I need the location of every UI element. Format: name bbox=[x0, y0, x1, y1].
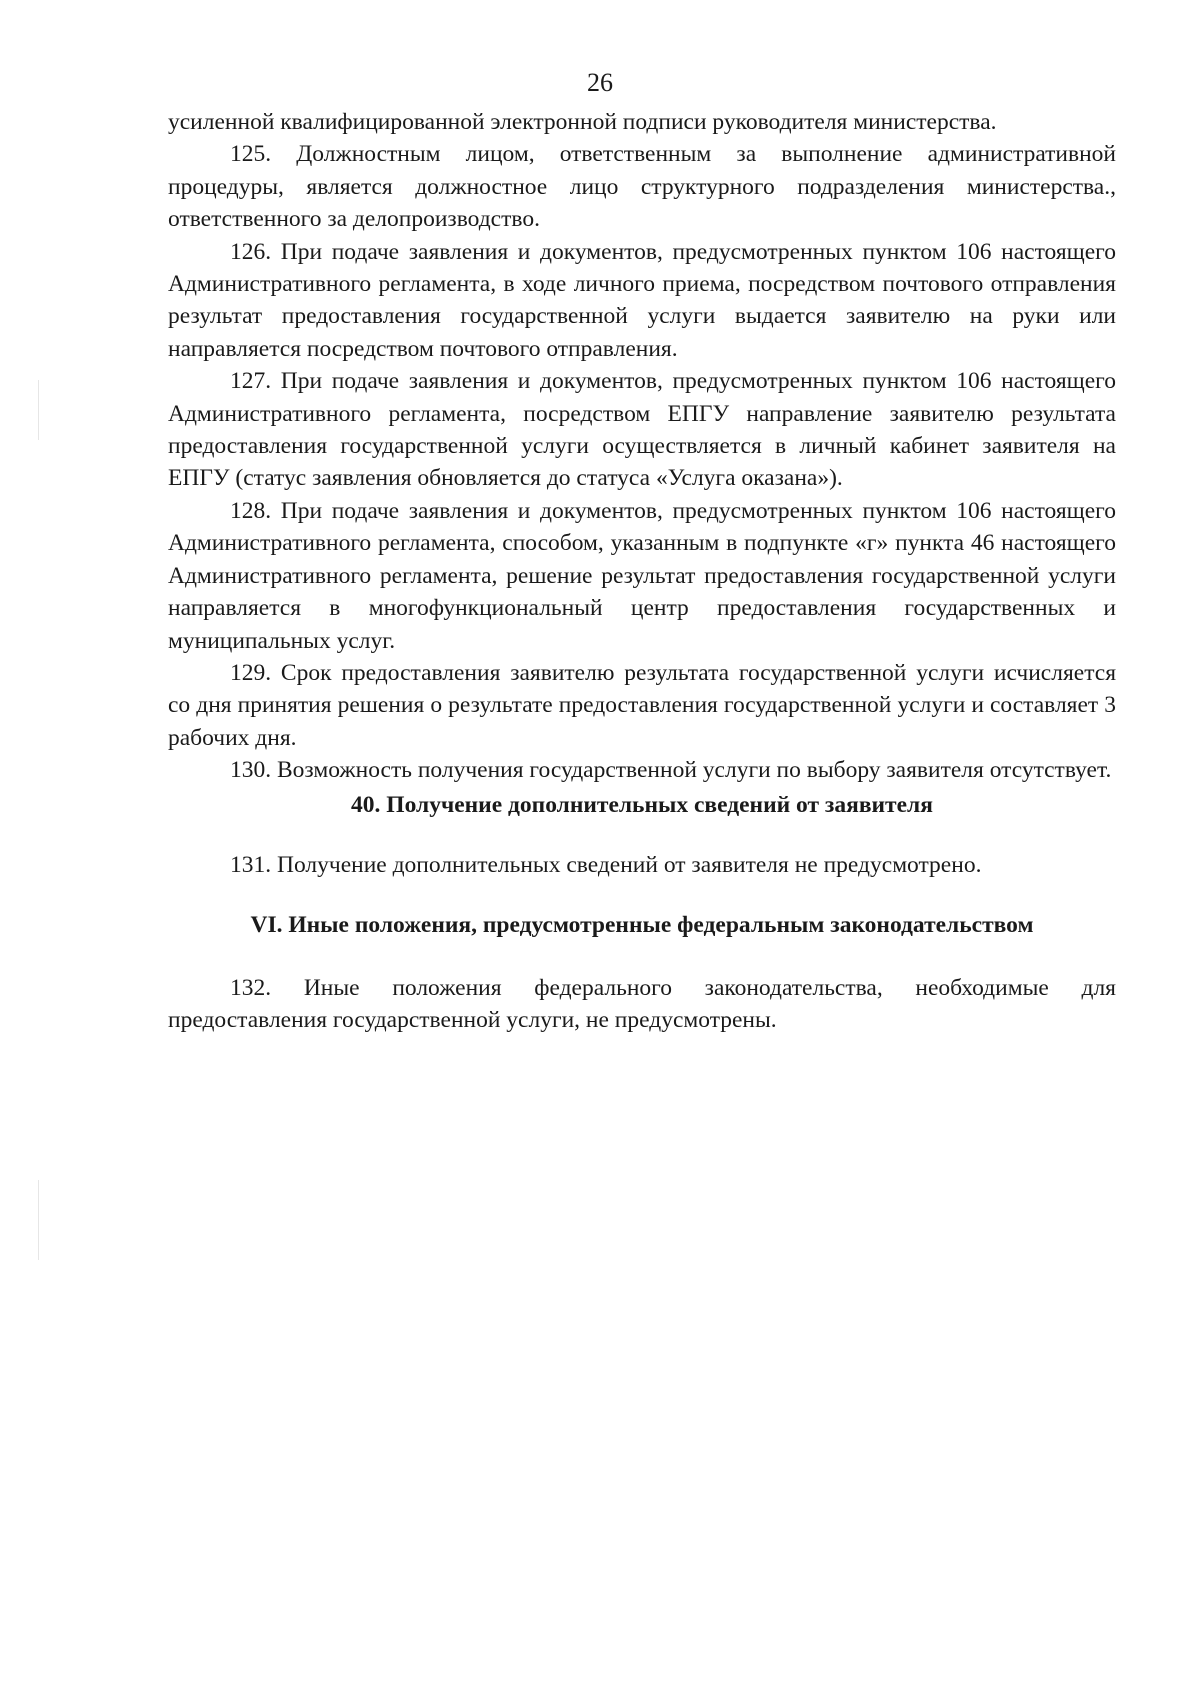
paragraph-132: 132. Иные положения федерального законодательства, необходимые для предоставления государственной услуги, не предусмотрены. bbox=[168, 974, 1116, 1034]
page-number: 26 bbox=[587, 68, 613, 97]
paragraph-131: 131. Получение дополнительных сведений от заявителя не предусмотрено. bbox=[230, 851, 982, 878]
paragraph-129: 129. Срок предоставления заявителю результата государственной услуги исчисляется со дня принятия решения о результате предоставления государственной услуги и составляет 3 рабочих дня. bbox=[168, 659, 1116, 751]
scan-edge-mark bbox=[38, 1180, 39, 1260]
paragraph-130: 130. Возможность получения государственной услуги по выбору заявителя отсутствует. bbox=[230, 757, 1112, 784]
paragraph-128: 128. При подаче заявления и документов, предусмотренных пунктом 106 настоящего Административного регламента, способом, указанным в подпункте «г» пункта 46 настоящего Административного регламента, решение результат предоставления государственной услуги направляется в многофункциональный центр предоставления государственных и муниципальных услуг. bbox=[168, 497, 1116, 654]
paragraph-125: 125. Должностным лицом, ответственным за выполнение административной процедуры, является должностное лицо структурного подразделения министерства., ответственного за делопроизводство. bbox=[168, 141, 1116, 233]
section-heading-40: 40. Получение дополнительных сведений от заявителя bbox=[351, 791, 933, 818]
paragraph-126: 126. При подаче заявления и документов, предусмотренных пунктом 106 настоящего Административного регламента, в ходе личного приема, посредством почтового отправления результат предоставления государственной услуги выдается заявителю на руки или направляется посредством почтового отправления. bbox=[168, 238, 1116, 362]
document-body bbox=[168, 106, 1116, 1037]
paragraph-continuation: усиленной квалифицированной электронной подписи руководителя министерства. bbox=[168, 109, 997, 135]
section-heading-vi: VI. Иные положения, предусмотренные федеральным законодательством bbox=[250, 912, 1034, 939]
scan-edge-mark bbox=[38, 380, 39, 440]
paragraph-127: 127. При подаче заявления и документов, предусмотренных пунктом 106 настоящего Административного регламента, посредством ЕПГУ направление заявителю результата предоставления государственной услуги осуществляется в личный кабинет заявителя на ЕПГУ (статус заявления обновляется до статуса «Услуга оказана»). bbox=[168, 368, 1116, 492]
